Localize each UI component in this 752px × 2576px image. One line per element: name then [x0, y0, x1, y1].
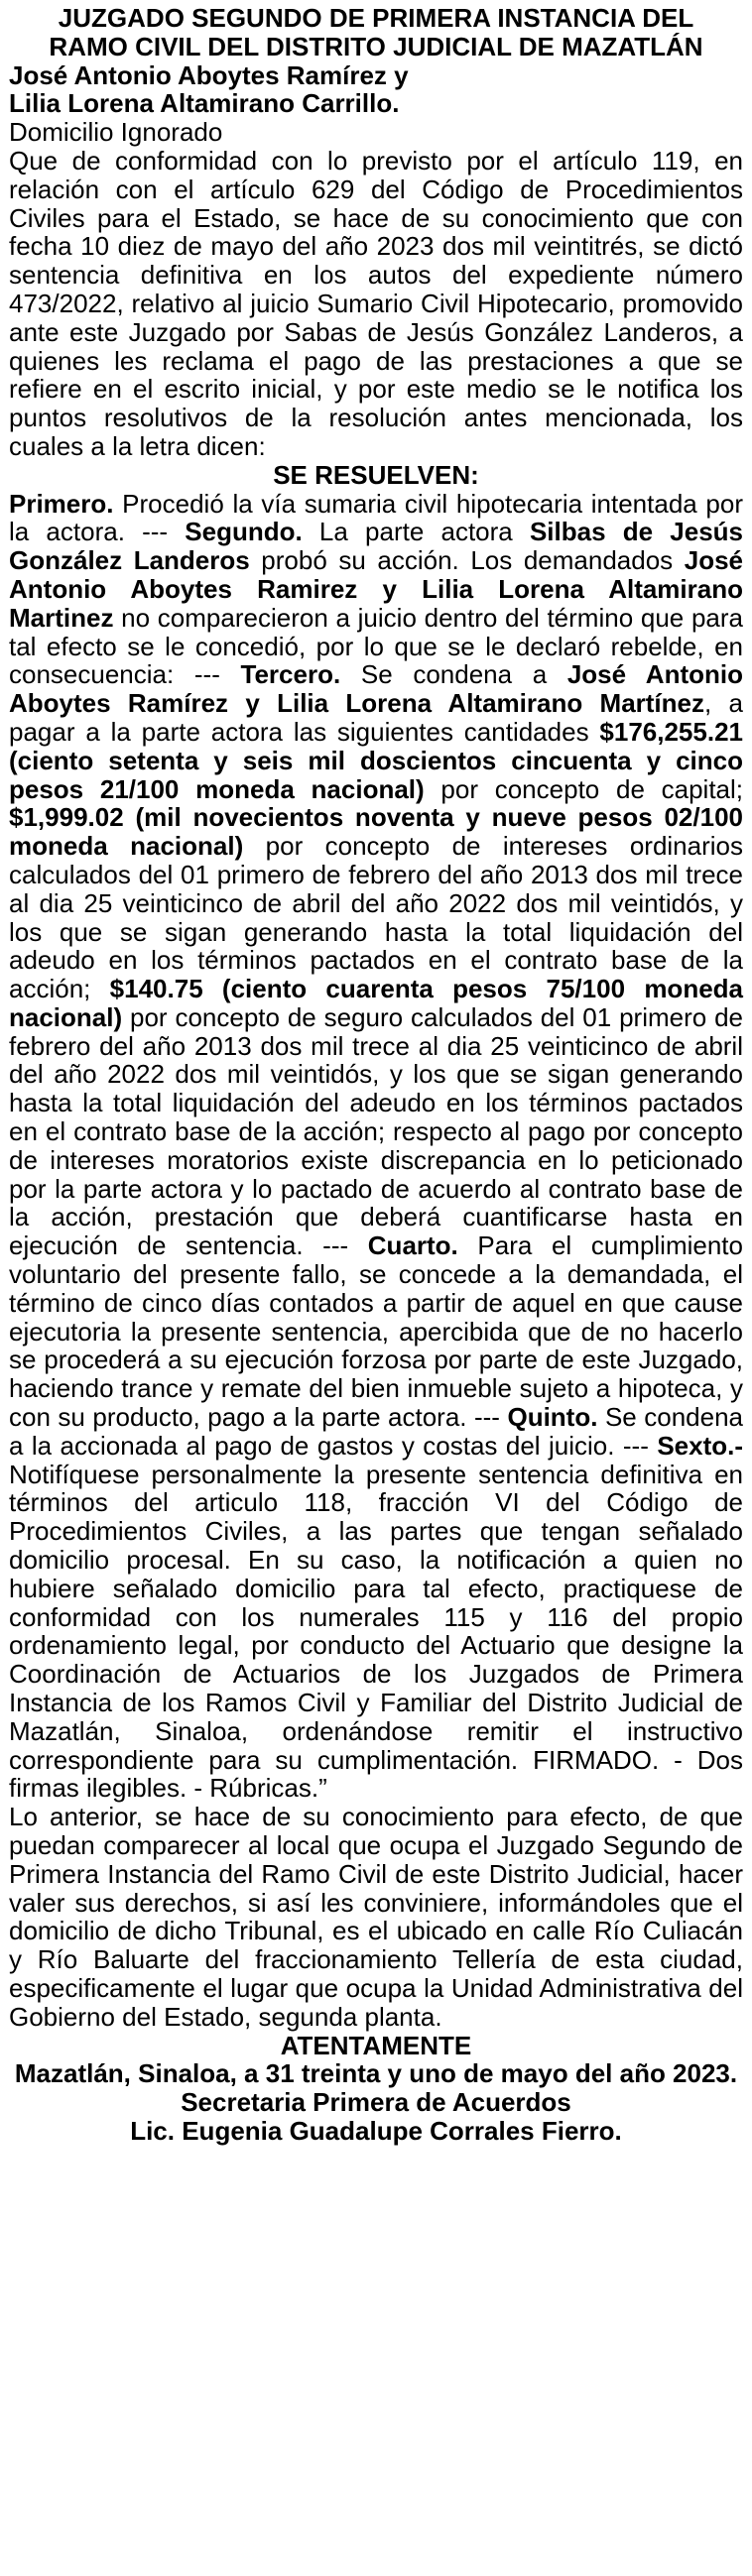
resolutivo-text: por concepto de capital; [424, 773, 744, 804]
amount-capital: $176,255.21 (ciento setenta y seis mil doscientos cincuenta y cinco pesos 21/100 moneda nacional) [9, 716, 743, 804]
resolutivo-text: Para el cumplimiento voluntario del presente fallo, se concede a la demandada, el término de cinco días contados a partir de aquel en que cause ejecutoria la presente sentencia, apercibida que de no hacerlo se procederá a su ejecución forzosa por parte de este Juzgado, haciendo trance y remate del bien inmueble sujeto a hipoteca, y con su producto, pago a la parte actora. --- [9, 1230, 743, 1433]
resolutivo-text: Se condena a la accionada al pago de gastos y costas del juicio. --- [9, 1402, 743, 1461]
amount-interest: $1,999.02 (mil novecientos noventa y nueve pesos 02/100 moneda nacional) [9, 802, 743, 862]
resolutivo-text: por concepto de seguro calculados del 01 primero de febrero del año 2013 dos mil trece al dia 25 veinticinco de abril del año 2022 dos mil veintidós, y los que se sigan generando hasta la total liquidación del adeudo en los términos pactados en el contrato base de la acción; respecto al pago por concepto de intereses moratorios existe discrepancia en lo peticionado por la parte actora y lo pactado de acuerdo al contrato base de la acción, prestación que deberá cuantificarse hasta en ejecución de sentencia. --- [9, 1001, 743, 1261]
resolve-heading: SE RESUELVEN: [273, 459, 479, 490]
court-name-line1: JUZGADO SEGUNDO DE PRIMERA INSTANCIA DEL [58, 3, 694, 33]
resolutivo-text: por concepto de intereses ordinarios calculados del 01 primero de febrero del año 2013 dos mil trece al dia 25 veinticinco de abril del año 2022 dos mil veintidós, y los que se sigan generando hasta la total liquidación del adeudo en los términos pactados en el contrato base de la acción; [9, 831, 743, 1004]
domicile-status: Domicilio Ignorado [9, 117, 223, 148]
resolutivo-text: La parte actora [302, 517, 530, 547]
signer-role: Secretaria Primera de Acuerdos [181, 2087, 571, 2118]
resolutivo-segundo-label: Segundo. [185, 517, 303, 547]
resolutivo-primero-label: Primero. [9, 488, 114, 519]
salutation: ATENTAMENTE [280, 2030, 472, 2060]
defendants-name: José Antonio Aboytes Ramírez y Lilia Lorena Altamirano Martínez [9, 659, 743, 719]
resolutivo-tercero-label: Tercero. [240, 659, 341, 690]
resolutivos-paragraph [9, 490, 743, 1804]
addressee-line2: Lilia Lorena Altamirano Carrillo. [9, 88, 400, 119]
plaintiff-name: Silbas de Jesús González Landeros [9, 517, 743, 576]
resolutivo-text: Notifíquese personalmente la presente sentencia definitiva en términos del articulo 118, fracción VI del Código de Procedimientos Civiles, a las partes que tengan señalado domicilio procesal. En su caso, la notificación a quien no hubiere señalado domicilio para tal efecto, practiquese de conformidad con los numerales 115 y 116 del propio ordenamiento legal, por conducto del Actuario que designe la Coordinación de Actuarios de los Juzgados de Primera Instancia de los Ramos Civil y Familiar del Distrito Judicial de Mazatlán, Sinaloa, ordenándose remitir el instructivo correspondiente para su cumplimentación. FIRMADO. - Dos firmas ilegibles. - Rúbricas.” [9, 1459, 743, 1804]
resolutivo-text: no comparecieron a juicio dentro del término que para tal efecto se le concedió, por lo que se le declaró rebelde, en consecuencia: --- [9, 602, 743, 690]
resolutivo-quinto-label: Quinto. [507, 1402, 598, 1433]
resolutivo-text: probó su acción. Los demandados [249, 545, 685, 576]
defendants-name: José Antonio Aboytes Ramirez y Lilia Lorena Altamirano Martinez [9, 545, 743, 633]
resolutivo-sexto-label: Sexto.- [657, 1430, 743, 1461]
signer-name: Lic. Eugenia Guadalupe Corrales Fierro. [130, 2115, 622, 2146]
amount-insurance: $140.75 (ciento cuarenta pesos 75/100 moneda nacional) [9, 974, 744, 1032]
resolutivo-text: Se condena a [340, 659, 567, 690]
resolutivo-text: , a pagar a la parte actora las siguientes cantidades [9, 688, 743, 747]
closing-paragraph: Lo anterior, se hace de su conocimiento para efecto, de que puedan comparecer al local que ocupa el Juzgado Segundo de Primera Instancia del Ramo Civil de este Distrito Judicial, hacer valer sus derechos, si así les conviniere, informándoles que el domicilio de dicho Tribunal, es el ubicado en calle Río Culiacán y Río Baluarte del fraccionamiento Tellería de esta ciudad, especificamente el lugar que ocupa la Unidad Administrativa del Gobierno del Estado, segunda planta. [9, 1802, 743, 2032]
court-name-line2: RAMO CIVIL DEL DISTRITO JUDICIAL DE MAZATLÁN [49, 31, 703, 61]
resolutivo-text: Procedió la vía sumaria civil hipotecaria intentada por la actora. --- [9, 488, 743, 547]
resolutivo-cuarto-label: Cuarto. [367, 1230, 458, 1261]
addressee-line1: José Antonio Aboytes Ramírez y [9, 59, 409, 90]
place-date: Mazatlán, Sinaloa, a 31 treinta y uno de mayo del año 2023. [14, 2058, 738, 2089]
intro-paragraph: Que de conformidad con lo previsto por el artículo 119, en relación con el artículo 629 del Código de Procedimientos Civiles para el Estado, se hace de su conocimiento que con fecha 10 diez de mayo del año 2023 dos mil veintitrés, se dictó sentencia definitiva en los autos del expediente número 473/2022, relativo al juicio Sumario Civil Hipotecario, promovido ante este Juzgado por Sabas de Jesús González Landeros, a quienes les reclama el pago de las prestaciones a que se refiere en el escrito inicial, y por este medio se le notifica los puntos resolutivos de la resolución antes mencionada, los cuales a la letra dicen: [9, 145, 743, 461]
